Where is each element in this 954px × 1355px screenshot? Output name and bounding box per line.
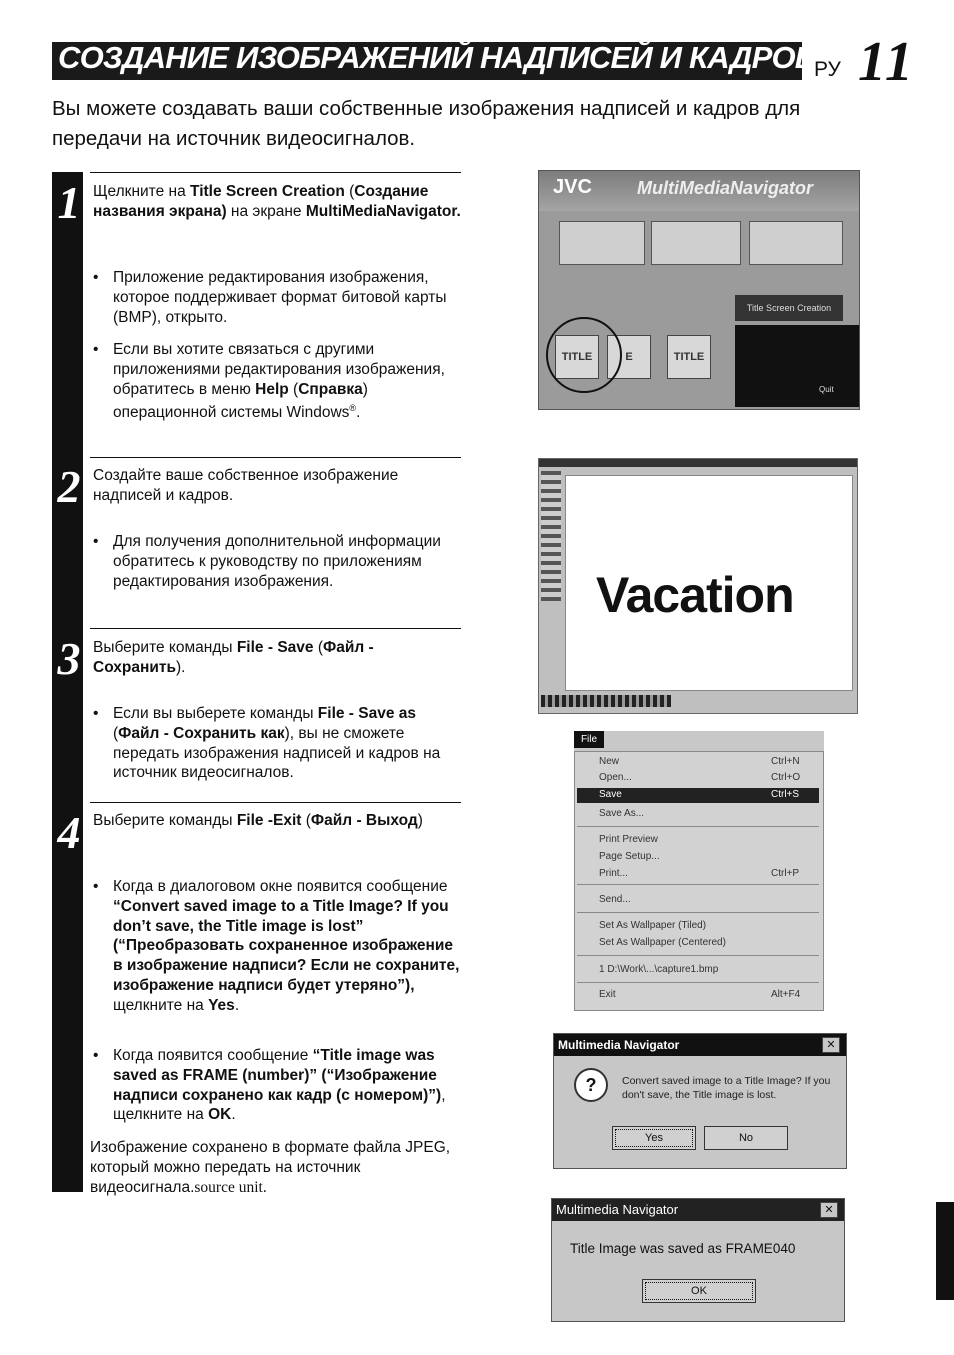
step-divider xyxy=(90,457,461,458)
shortcut-exit: Alt+F4 xyxy=(771,989,801,1000)
description-panel xyxy=(735,325,859,407)
file-menu-screenshot xyxy=(574,731,824,1010)
dialog-message: Convert saved image to a Title Image? If you don't save, the Title image is lost. xyxy=(622,1075,831,1101)
step-1-note-2: • Если вы хотите связаться с другими приложениями редактирования изображения, обратитесь в меню Help (Справка) операционной системы Windows®. xyxy=(93,341,445,422)
page-number: 11 xyxy=(858,31,915,93)
yes-button[interactable]: Yes xyxy=(612,1126,696,1150)
step-number-4: 4 xyxy=(57,807,81,858)
close-icon[interactable]: ✕ xyxy=(820,1202,838,1218)
dialog-message: Title Image was saved as FRAME040 xyxy=(570,1241,796,1256)
step-number-1: 1 xyxy=(57,177,81,228)
title-list-icon[interactable]: TITLE xyxy=(667,335,711,379)
step-2-note-1: • Для получения дополнительной информации обратитесь к руководству по приложениям редактирования изображения. xyxy=(93,533,441,590)
title-screen-creation-button[interactable]: Title Screen Creation xyxy=(735,295,843,321)
menu-separator xyxy=(577,912,819,913)
file-menu xyxy=(574,751,824,1011)
step-2-instruction: Создайте ваше собственное изображение надписей и кадров. xyxy=(93,467,399,504)
menu-item-save-as[interactable]: Save As... xyxy=(599,808,645,819)
dialog-title: Multimedia Navigator xyxy=(552,1199,844,1221)
step-1-instruction: Щелкните на Title Screen Creation (Создание названия экрана) на экране MultiMediaNavigator. xyxy=(93,183,461,220)
menu-item-save[interactable]: Save xyxy=(599,789,622,800)
drawing-canvas[interactable] xyxy=(565,475,853,691)
intro-paragraph: Вы можете создавать ваши собственные изображения надписей и кадров для передачи на источник видеосигналов. xyxy=(52,97,801,150)
menu-file[interactable]: File xyxy=(574,731,604,748)
jvc-logo: JVC xyxy=(553,176,592,198)
close-icon[interactable]: ✕ xyxy=(822,1037,840,1053)
menu-item-wallpaper-centered[interactable]: Set As Wallpaper (Centered) xyxy=(599,937,726,948)
menu-item-recent-file[interactable]: 1 D:\Work\...\capture1.bmp xyxy=(599,964,719,975)
picture-navigator-tile[interactable] xyxy=(559,221,645,265)
page-title: СОЗДАНИЕ ИЗОБРАЖЕНИЙ НАДПИСЕЙ И КАДРОВ xyxy=(58,40,817,75)
image-tile[interactable] xyxy=(749,221,843,265)
step-divider xyxy=(90,802,461,803)
multimedia-navigator-screenshot xyxy=(538,170,860,410)
step-divider xyxy=(90,628,461,629)
window-title-bar xyxy=(539,459,857,467)
dialog-title: Multimedia Navigator xyxy=(554,1034,846,1056)
menu-item-open[interactable]: Open... xyxy=(599,772,632,783)
menu-item-send[interactable]: Send... xyxy=(599,894,631,905)
step-number-2: 2 xyxy=(57,461,81,512)
language-label: РУ xyxy=(814,58,841,81)
step-4-note-2: • Когда появится сообщение “Title image was saved as FRAME (number)” (“Изображение надписи сохранено как кадр (с номером)”), щелкните на OK. xyxy=(93,1047,446,1124)
step-3-note-1: • Если вы выберете команды File - Save as (Файл - Сохранить как), вы не сможете передать изображения надписей и кадров на источник видеосигналов. xyxy=(93,705,441,782)
shortcut-new: Ctrl+N xyxy=(771,756,800,767)
shortcut-save: Ctrl+S xyxy=(771,789,800,800)
section-edge-tab xyxy=(936,1202,954,1300)
shortcut-open: Ctrl+O xyxy=(771,772,801,783)
video-tile[interactable] xyxy=(651,221,741,265)
menu-item-print-preview[interactable]: Print Preview xyxy=(599,834,658,845)
paint-app-screenshot xyxy=(538,458,858,714)
menu-item-print[interactable]: Print... xyxy=(599,868,628,879)
menu-item-wallpaper-tiled[interactable]: Set As Wallpaper (Tiled) xyxy=(599,920,707,931)
ok-button[interactable]: OK xyxy=(642,1279,756,1303)
menu-separator xyxy=(577,884,819,885)
step-number-3: 3 xyxy=(57,633,81,684)
menu-separator xyxy=(577,826,819,827)
step-3-instruction: Выберите команды File - Save (Файл - Сохранить). xyxy=(93,639,374,676)
convert-dialog-screenshot xyxy=(553,1033,847,1169)
color-palette[interactable] xyxy=(541,695,671,707)
highlight-circle xyxy=(546,317,622,393)
menu-item-exit[interactable]: Exit xyxy=(599,989,616,1000)
app-name: MultiMediaNavigator xyxy=(637,178,814,198)
step-4-closing: Изображение сохранено в формате файла JPEG, который можно передать на источник видеосигнала.source unit. xyxy=(90,1139,451,1196)
title-icon[interactable]: TITLE xyxy=(555,335,599,379)
canvas-text: Vacation xyxy=(596,567,794,623)
toolbox[interactable] xyxy=(541,471,561,601)
shortcut-print: Ctrl+P xyxy=(771,868,800,879)
question-icon: ? xyxy=(574,1068,608,1102)
frame-icon[interactable]: E xyxy=(607,335,651,379)
no-button[interactable]: No xyxy=(704,1126,788,1150)
menu-separator xyxy=(577,982,819,983)
step-divider xyxy=(90,172,461,173)
menu-separator xyxy=(577,955,819,956)
step-4-instruction: Выберите команды File -Exit (Файл - Выход) xyxy=(93,812,423,829)
menu-item-page-setup[interactable]: Page Setup... xyxy=(599,851,660,862)
quit-button[interactable]: Quit xyxy=(819,385,834,394)
step-1-note-1: • Приложение редактирования изображения, которое поддерживает формат битовой карты (BMP), открыто. xyxy=(93,269,447,326)
menu-item-new[interactable]: New xyxy=(599,756,620,767)
step-4-note-1: • Когда в диалоговом окне появится сообщение “Convert saved image to a Title Image? If you don’t save, the Title image is lost” (“Преобразовать сохраненное изображение в изображение надписи? Если не сохраните, изображение надписи будет утеряно”), щелкните на Yes. xyxy=(93,878,460,1014)
saved-dialog-screenshot xyxy=(551,1198,845,1322)
